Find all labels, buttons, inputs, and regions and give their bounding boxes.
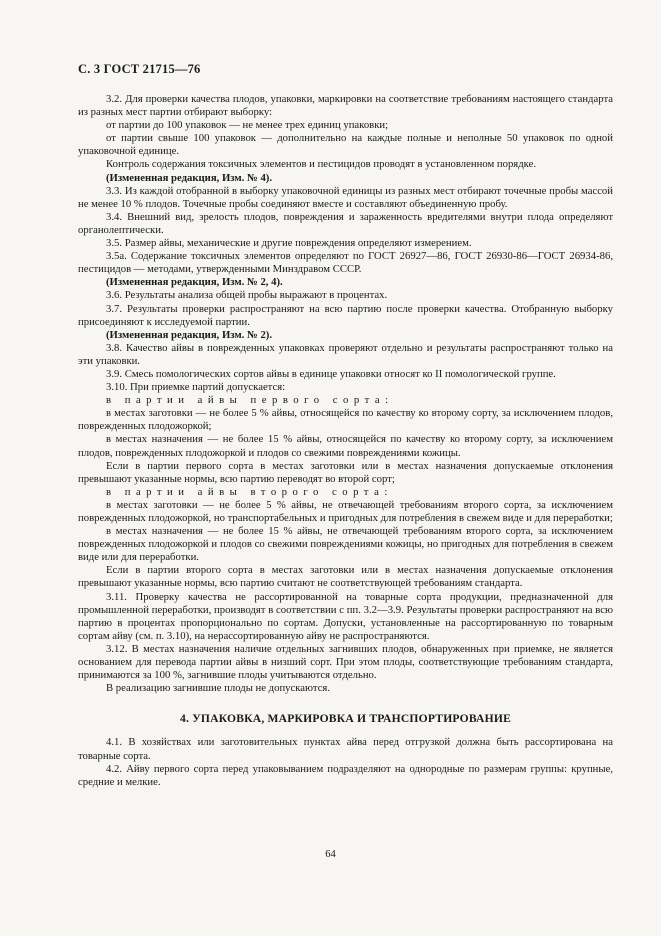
- paragraph: 3.5а. Содержание токсичных элементов определяют по ГОСТ 26927—86, ГОСТ 26930-86—ГОСТ 26934-86, пестицидов — методами, утвержденными Минздравом СССР.: [78, 250, 613, 276]
- paragraph: в местах назначения — не более 15 % айвы, не отвечающей требованиям второго сорта, за исключением поврежденных плодожоркой и плодов со свежими повреждениями кожицы, но пригодных для потребления в свежем виде или для переработки.: [78, 525, 613, 564]
- subheading: в партии айвы первого сорта:: [106, 394, 394, 407]
- paragraph: 3.11. Проверку качества не рассортированной на товарные сорта продукции, предназначенной для промышленной переработки, производят в соответствии с пп. 3.2—3.9. Результаты проверки распространяют на всю партию в процентах пропорционально по сортам. Допуски, установленные на рассортированную по товарным сортам айву (см. п. 3.10), на нерассортированную айву не распространяются.: [78, 590, 613, 642]
- paragraph: В реализацию загнившие плоды не допускаются.: [106, 682, 331, 695]
- paragraph: 3.7. Результаты проверки распространяют на всю партию после проверки качества. Отобранную выборку присоединяют к исследуемой партии.: [78, 302, 613, 328]
- paragraph: 3.5. Размер айвы, механические и другие повреждения определяют измерением.: [106, 237, 472, 250]
- amendment-note: (Измененная редакция, Изм. № 2).: [106, 328, 273, 341]
- paragraph: в местах заготовки — не более 5 % айвы, относящейся по качеству ко второму сорту, за исключением плодов, поврежденных плодожоркой;: [78, 407, 613, 433]
- section-3-text: [78, 93, 613, 695]
- paragraph: 3.12. В местах назначения наличие отдельных загнивших плодов, обнаруженных при приемке, не является основанием для перевода партии айвы в низший сорт. При этом плоды, соответствующие требованиям стандарта, принимаются за 100 %, загнившие плоды учитываются отдельно.: [78, 642, 613, 682]
- paragraph: Если в партии второго сорта в местах заготовки или в местах назначения допускаемые отклонения превышают указанные нормы, всю партию считают не соответствующей требованиям стандарта.: [78, 564, 613, 590]
- paragraph: от партии свыше 100 упаковок — дополнительно на каждые полные и неполные 50 упаковок по одной упаковочной единице.: [78, 132, 613, 158]
- paragraph: 3.3. Из каждой отобранной в выборку упаковочной единицы из разных мест отбирают точечные пробы массой не менее 10 % плодов. Точечные пробы соединяют вместе и составляют объединенную пробу.: [78, 184, 613, 210]
- section-4-text: [78, 736, 613, 788]
- paragraph: 4.2. Айву первого сорта перед упаковыванием подразделяют на однородные по размерам группы: крупные, средние и мелкие.: [78, 762, 613, 788]
- page-header: С. 3 ГОСТ 21715—76: [78, 62, 201, 76]
- paragraph: 3.9. Смесь помологических сортов айвы в единице упаковки относят ко II помологической группе.: [106, 367, 556, 380]
- paragraph: в местах заготовки — не более 5 % айвы, не отвечающей требованиям второго сорта, за исключением поврежденных плодожоркой, но транспортабельных и пригодных для потребления в свежем виде и для переработки;: [78, 498, 613, 524]
- page-body: [78, 93, 613, 789]
- subheading: в партии айвы второго сорта:: [106, 485, 393, 498]
- section-4-title: 4. УПАКОВКА, МАРКИРОВКА И ТРАНСПОРТИРОВАНИЕ: [180, 712, 511, 726]
- page-number: 64: [325, 849, 336, 860]
- paragraph: 4.1. В хозяйствах или заготовительных пунктах айва перед отгрузкой должна быть рассортирована на товарные сорта.: [78, 736, 613, 762]
- paragraph: от партии до 100 упаковок — не менее трех единиц упаковки;: [106, 119, 389, 132]
- paragraph: в местах назначения — не более 15 % айвы, относящейся по качеству ко второму сорту, за исключением плодов, поврежденных плодожоркой и плодов со свежими повреждениями кожицы.: [78, 433, 613, 459]
- paragraph: 3.2. Для проверки качества плодов, упаковки, маркировки на соответствие требованиям настоящего стандарта из разных мест партии отбирают выборку:: [78, 93, 613, 119]
- paragraph: 3.6. Результаты анализа общей пробы выражают в процентах.: [106, 289, 388, 302]
- paragraph: Контроль содержания токсичных элементов и пестицидов проводят в установленном порядке.: [106, 158, 537, 171]
- amendment-note: (Измененная редакция, Изм. № 4).: [106, 171, 273, 184]
- paragraph: Если в партии первого сорта в местах заготовки или в местах назначения допускаемые отклонения превышают указанные нормы, всю партию переводят во второй сорт;: [78, 459, 613, 485]
- paragraph: 3.10. При приемке партий допускается:: [106, 381, 286, 394]
- paragraph: 3.4. Внешний вид, зрелость плодов, повреждения и зараженность вредителями внутри плода определяют органолептически.: [78, 210, 613, 236]
- paragraph: 3.8. Качество айвы в поврежденных упаковках проверяют отдельно и результаты распространяют только на эти упаковки.: [78, 341, 613, 367]
- amendment-note: (Измененная редакция, Изм. № 2, 4).: [106, 276, 283, 289]
